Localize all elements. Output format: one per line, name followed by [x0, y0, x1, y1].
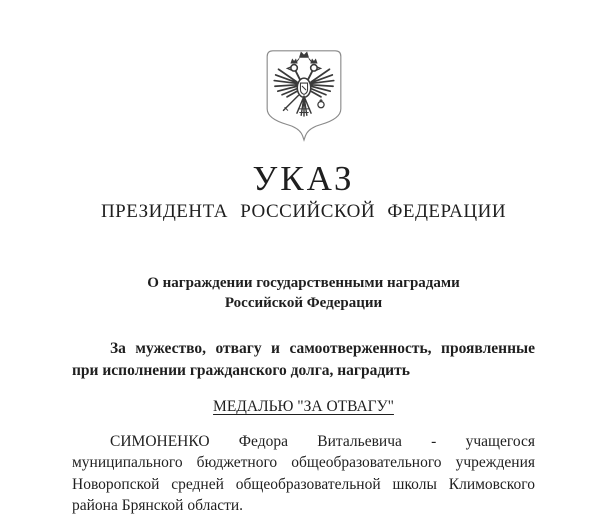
decree-subject-line-2: Российской Федерации [224, 294, 383, 311]
decree-issuer-line: ПРЕЗИДЕНТА РОССИЙСКОЙ ФЕДЕРАЦИИ [100, 201, 507, 222]
decree-subject [72, 274, 535, 313]
russian-coat-of-arms-icon [261, 48, 347, 150]
decree-preamble: За мужество, отвагу и самоотверженность, проявленные при исполнении гражданского долга, наградить [72, 340, 535, 379]
decree-title: УКАЗ [252, 159, 355, 198]
decree-subject-line-1: О награждении государственными наградами [147, 275, 460, 291]
award-heading: МЕДАЛЬЮ "ЗА ОТВАГУ" [213, 398, 394, 415]
recipient-paragraph: СИМОНЕНКО Федора Витальевича - учащегося муниципального бюджетного общеобразовательного учреждения Новоропской средней общеобразовательной школы Климовского района Брянской области. [72, 433, 535, 515]
coat-of-arms-container [72, 0, 535, 150]
